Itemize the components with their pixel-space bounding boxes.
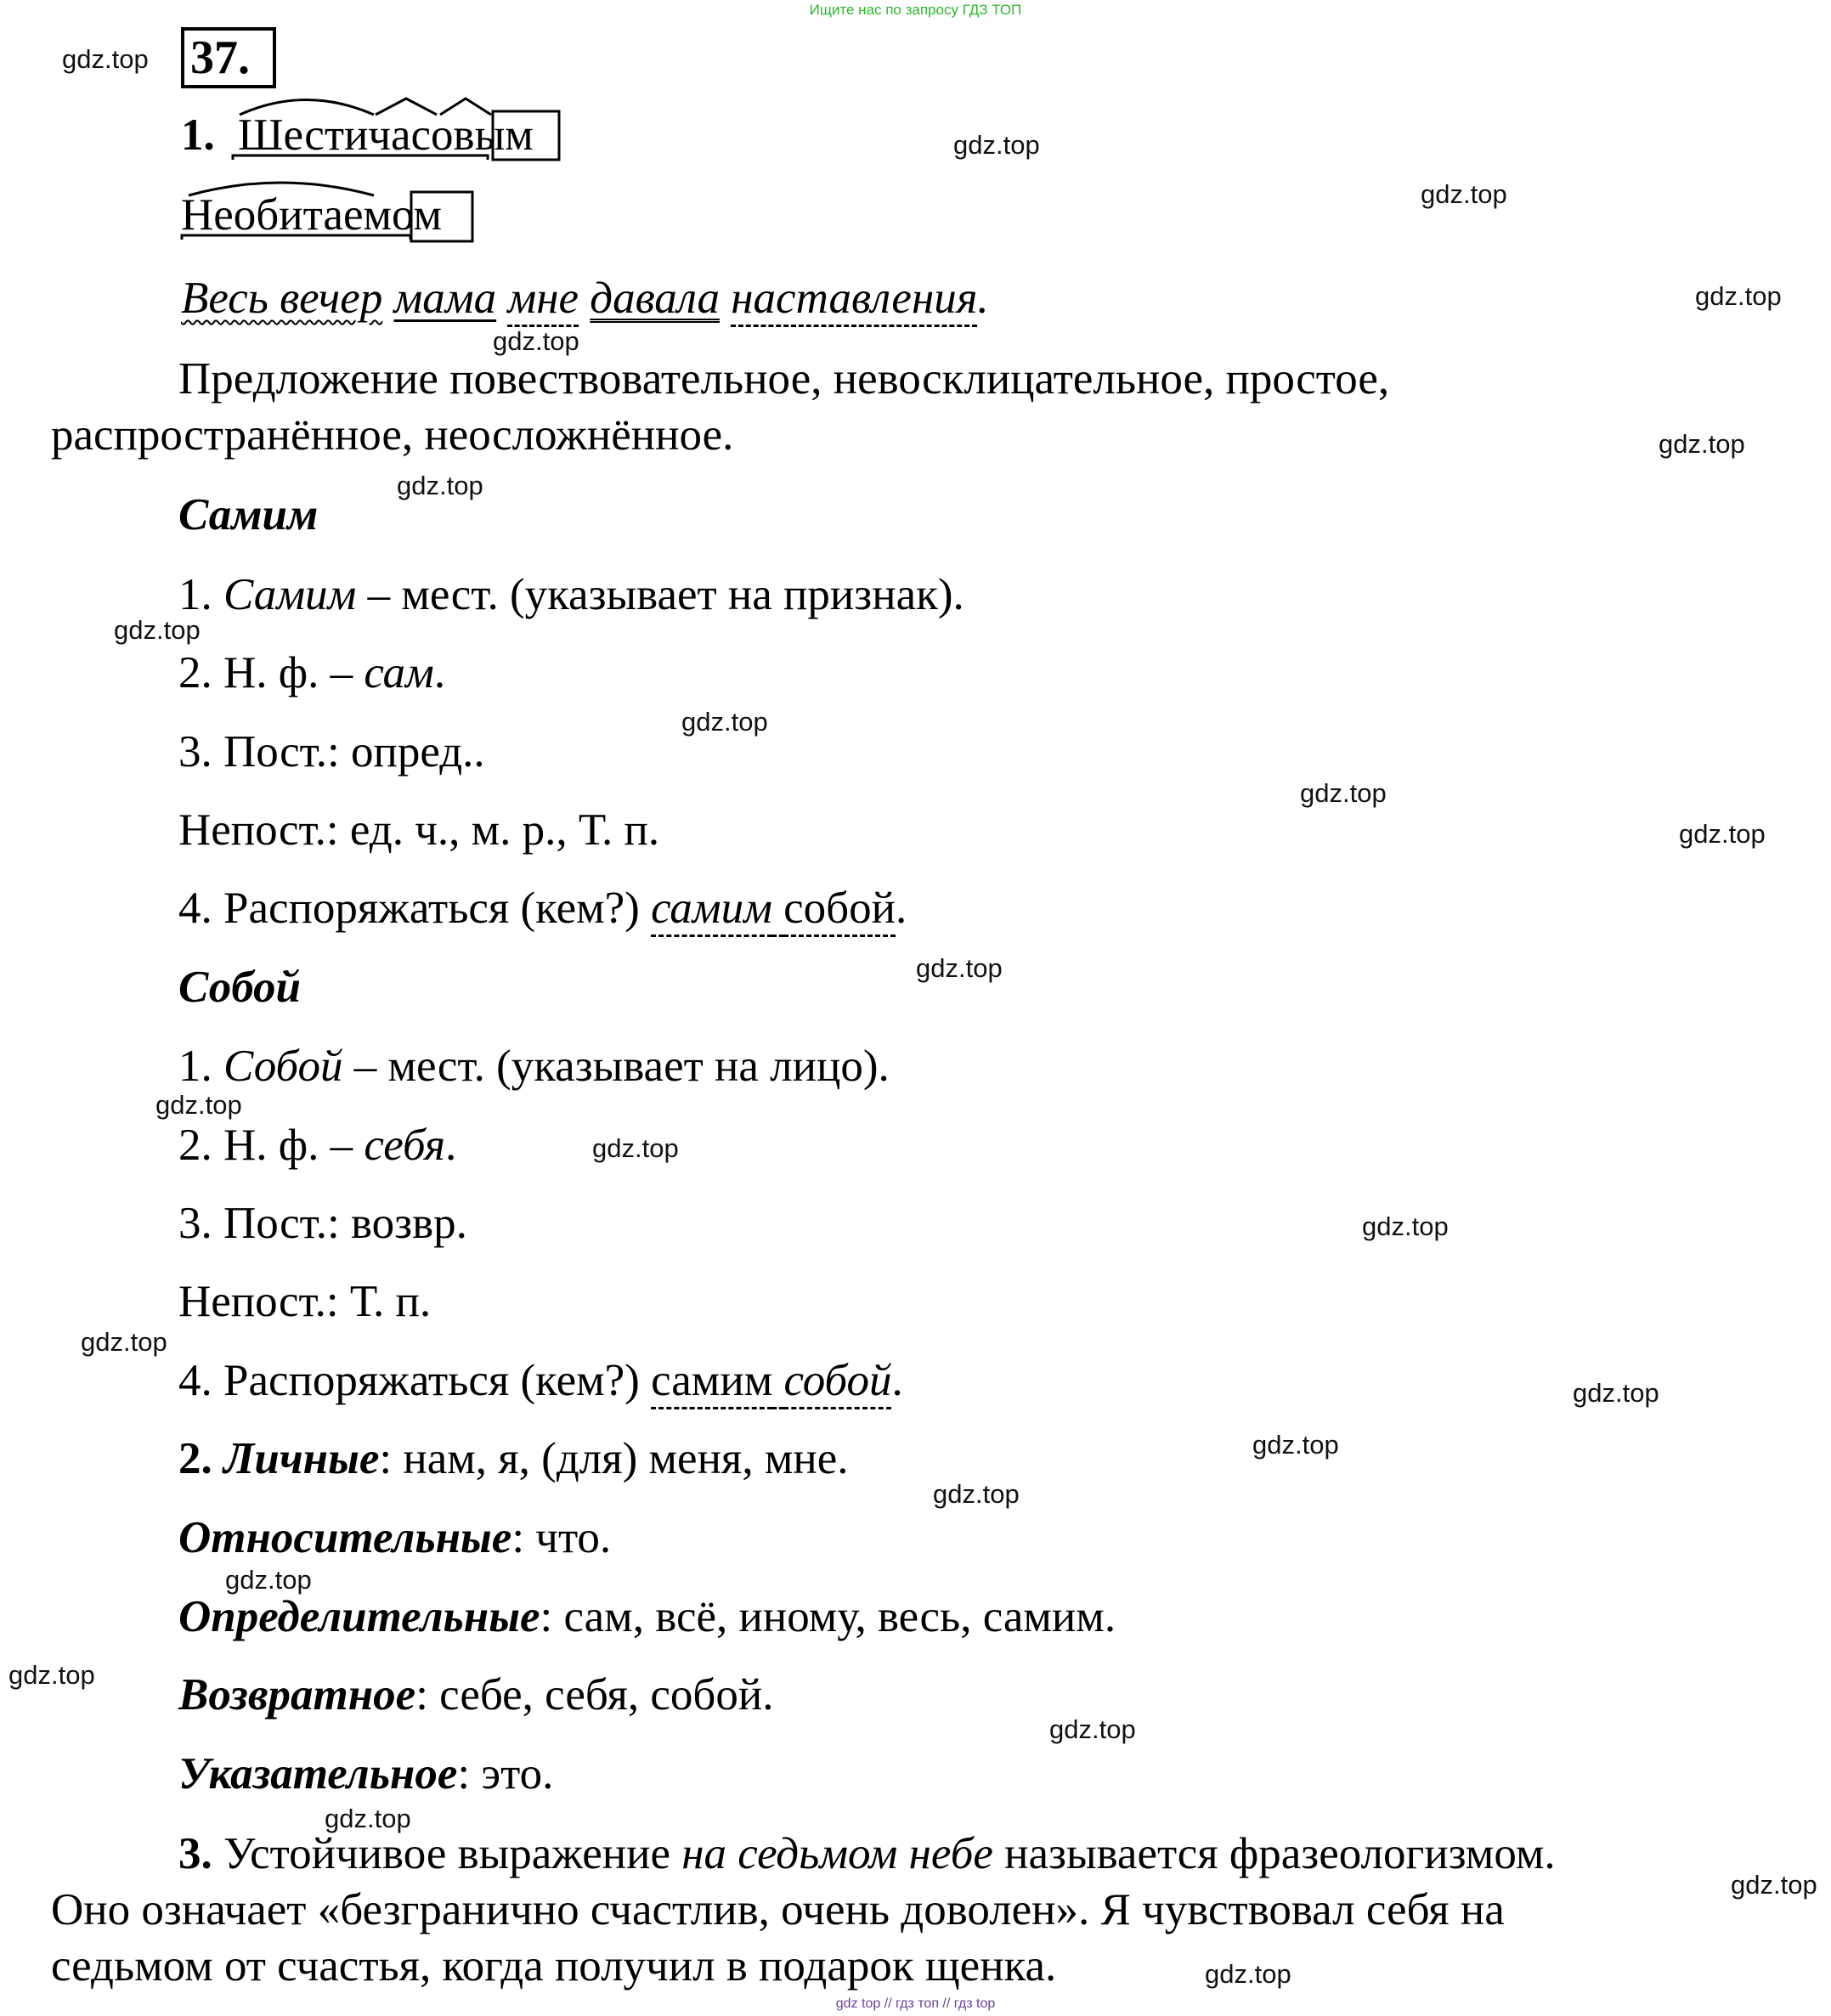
sentence-predicate: давала bbox=[590, 274, 720, 323]
soboy-p1-word: Собой bbox=[223, 1042, 343, 1091]
watermark: gdz.top bbox=[933, 1479, 1020, 1509]
samim-p2-end: . bbox=[433, 648, 446, 697]
personal-text: : нам, я, (для) меня, мне. bbox=[379, 1434, 849, 1483]
reflexive-label: Возвратное bbox=[178, 1670, 416, 1720]
watermark: gdz.top bbox=[155, 1090, 242, 1120]
footer[interactable]: gdz top // гдз топ // гдз top bbox=[835, 1996, 996, 2011]
watermark: gdz.top bbox=[325, 1804, 411, 1833]
samim-p4-word1: самим bbox=[651, 884, 772, 937]
soboy-point-1 bbox=[178, 1044, 890, 1089]
soboy-p4-prefix: 4. Распоряжаться (кем?) bbox=[178, 1356, 652, 1405]
soboy-p2-prefix: 2. Н. ф. – bbox=[178, 1121, 365, 1170]
soboy-point-3b: Непост.: Т. п. bbox=[178, 1277, 432, 1326]
exercise-number: 37. bbox=[190, 31, 250, 84]
pronoun-demonstrative bbox=[178, 1749, 554, 1799]
stem-bracket-2 bbox=[182, 235, 410, 240]
reflexive-text: : себе, себя, собой. bbox=[415, 1670, 774, 1720]
soboy-point-3: 3. Пост.: возвр. bbox=[178, 1199, 467, 1248]
demonstrative-label: Указательное bbox=[178, 1749, 458, 1799]
watermark: gdz.top bbox=[1362, 1211, 1449, 1241]
samim-point-4 bbox=[178, 886, 907, 931]
samim-p1-num: 1. bbox=[178, 570, 223, 619]
soboy-p4-space bbox=[772, 1356, 783, 1409]
morpheme-word-1: Шестичасовым bbox=[238, 110, 534, 160]
parsed-sentence bbox=[181, 276, 989, 321]
watermark: gdz.top bbox=[62, 44, 149, 74]
watermark: gdz.top bbox=[81, 1327, 167, 1357]
samim-p2-prefix: 2. Н. ф. – bbox=[178, 648, 365, 697]
soboy-p2-word: себя bbox=[364, 1121, 445, 1170]
soboy-p4-word1: самим bbox=[651, 1356, 772, 1409]
root-arc-2 bbox=[189, 183, 374, 195]
sentence-characteristic-line2: распространённое, неосложнённое. bbox=[51, 410, 734, 460]
soboy-heading: Собой bbox=[178, 963, 301, 1012]
samim-point-1 bbox=[178, 570, 964, 619]
pronoun-reflexive bbox=[178, 1670, 774, 1720]
soboy-p2-end: . bbox=[445, 1121, 457, 1170]
samim-point-2 bbox=[178, 648, 446, 697]
watermark: gdz.top bbox=[916, 953, 1003, 983]
watermark: gdz.top bbox=[1421, 179, 1507, 209]
sentence-end: . bbox=[977, 274, 989, 323]
watermark: gdz.top bbox=[1205, 1959, 1291, 1989]
task3-label: 3. bbox=[178, 1829, 212, 1878]
watermark: gdz.top bbox=[493, 326, 579, 356]
suffix-mark-1b bbox=[440, 99, 491, 115]
sentence-characteristic-line1: Предложение повествовательное, невосклицательное, простое, bbox=[178, 354, 1390, 404]
samim-p1-word: Самим bbox=[223, 570, 357, 619]
samim-p4-space bbox=[772, 884, 783, 937]
watermark: gdz.top bbox=[1300, 778, 1387, 808]
task3-text-b: называется фразеологизмом. bbox=[992, 1829, 1556, 1878]
task3-text-a: Устойчивое выражение bbox=[212, 1829, 682, 1878]
soboy-p4-word2: собой bbox=[783, 1356, 891, 1409]
top-banner[interactable]: Ищите нас по запросу ГДЗ ТОП bbox=[809, 2, 1022, 18]
samim-p4-prefix: 4. Распоряжаться (кем?) bbox=[178, 884, 652, 933]
watermark: gdz.top bbox=[1049, 1714, 1136, 1744]
watermark: gdz.top bbox=[1573, 1378, 1659, 1408]
task1-label: 1. bbox=[181, 110, 215, 160]
samim-p1-rest: – мест. (указывает на признак). bbox=[356, 570, 964, 619]
watermark: gdz.top bbox=[1679, 819, 1766, 849]
samim-p2-word: сам bbox=[364, 648, 434, 697]
personal-label: Личные bbox=[223, 1434, 380, 1483]
watermark: gdz.top bbox=[953, 130, 1040, 160]
pronoun-personal bbox=[178, 1434, 849, 1483]
pronoun-determinative bbox=[178, 1592, 1116, 1641]
soboy-p4-end: . bbox=[891, 1356, 903, 1405]
suffix-mark-1a bbox=[376, 99, 437, 115]
samim-p4-end: . bbox=[896, 884, 907, 933]
samim-p4-word2: собой bbox=[783, 884, 896, 937]
root-arc-1 bbox=[240, 100, 374, 116]
pronoun-relative bbox=[178, 1513, 612, 1562]
demonstrative-text: : это. bbox=[457, 1749, 554, 1799]
samim-point-3b: Непост.: ед. ч., м. р., Т. п. bbox=[178, 805, 660, 855]
stem-bracket-1 bbox=[233, 155, 488, 160]
sentence-subject: мама bbox=[393, 274, 497, 323]
ending-box-2 bbox=[411, 192, 472, 241]
watermark: gdz.top bbox=[114, 615, 201, 645]
task2-label: 2. bbox=[178, 1434, 223, 1483]
sentence-object-1: мне bbox=[507, 274, 579, 327]
soboy-p1-rest: – мест. (указывает на лицо). bbox=[342, 1042, 890, 1091]
watermark: gdz.top bbox=[1731, 1870, 1817, 1900]
watermark: gdz.top bbox=[225, 1565, 312, 1595]
soboy-point-4 bbox=[178, 1358, 903, 1403]
watermark: gdz.top bbox=[681, 707, 768, 737]
task3-line3: седьмом от счастья, когда получил в подарок щенка. bbox=[51, 1941, 1057, 1991]
sentence-adverbial: Весь вечер bbox=[181, 274, 383, 323]
relative-label: Относительные bbox=[178, 1513, 512, 1562]
ending-box-1 bbox=[493, 111, 559, 160]
soboy-point-2 bbox=[178, 1123, 456, 1168]
watermark: gdz.top bbox=[397, 471, 483, 500]
task3-phrase: на седьмом небе bbox=[681, 1829, 993, 1878]
watermark: gdz.top bbox=[1695, 281, 1782, 311]
sentence-object-2: наставления bbox=[731, 274, 977, 327]
watermark: gdz.top bbox=[1252, 1430, 1339, 1460]
watermark: gdz.top bbox=[1659, 429, 1745, 459]
task3-line2: Оно означает «безгранично счастлив, очень доволен». Я чувствовал себя на bbox=[51, 1885, 1505, 1934]
morpheme-marks bbox=[0, 0, 1831, 255]
task3-line1 bbox=[178, 1829, 1556, 1878]
soboy-p1-num: 1. bbox=[178, 1042, 223, 1091]
determinative-label: Определительные bbox=[178, 1592, 540, 1641]
samim-heading: Самим bbox=[178, 490, 319, 539]
relative-text: : что. bbox=[511, 1513, 612, 1562]
watermark: gdz.top bbox=[8, 1660, 95, 1690]
watermark: gdz.top bbox=[592, 1133, 679, 1163]
determinative-text: : сам, всё, иному, весь, самим. bbox=[540, 1592, 1116, 1641]
morpheme-word-2: Необитаемом bbox=[181, 190, 443, 240]
samim-point-3: 3. Пост.: опред.. bbox=[178, 727, 485, 776]
